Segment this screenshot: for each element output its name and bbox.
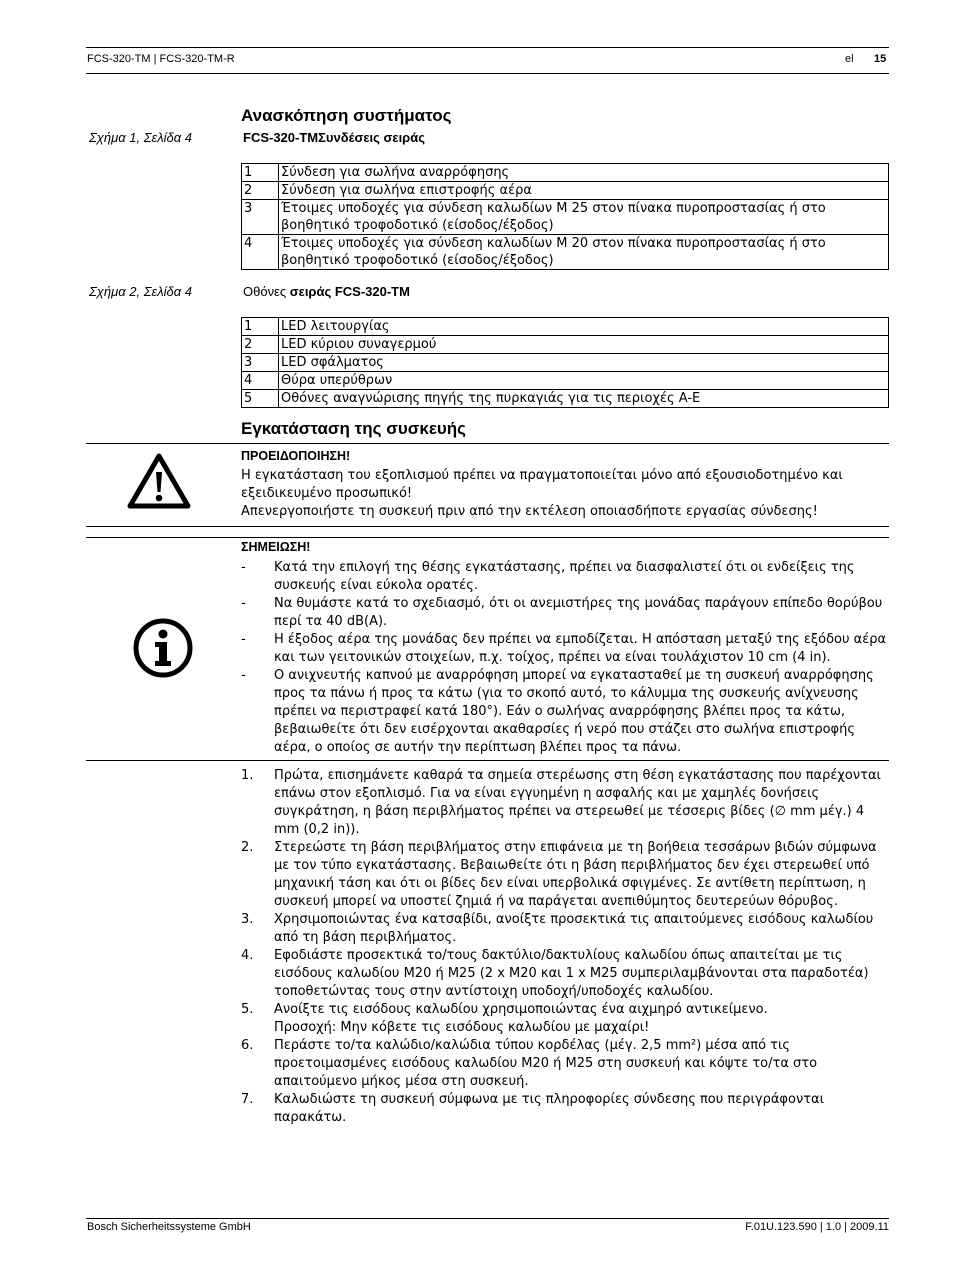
step-text: Ανοίξτε τις εισόδους καλωδίου χρησιμοποιώντας ένα αιχμηρό αντικείμενο. — [274, 1002, 768, 1017]
row-number: 2 — [242, 336, 279, 354]
row-number: 2 — [242, 182, 279, 200]
row-description: LED κύριου συναγερμού — [279, 336, 889, 354]
note-item-text: Ο ανιχνευτής καπνού με αναρρόφηση μπορεί να εγκατασταθεί με τη συσκευή αναρρόφησης προς τα πάνω ή προς τα κάτω (για το σκοπό αυτό, το κάλυμμα της συσκευής ανίχνευσης πρέπει να περιστραφεί κατά 180°). Εάν ο σωλήνας αναρρόφησης βλέπει προς τα κάτω, βεβαιωθείτε ότι δεν εισέρχονται ακαθαρσίες ή νερό που στάζει στο σωλήνα επιστροφής αέρα, ο οποίος σε αυτήν την περίπτωση βλέπει προς τα πάνω. — [274, 668, 874, 755]
note-list-item — [241, 595, 889, 631]
row-description: LED λειτουργίας — [279, 318, 889, 336]
table-row — [242, 200, 889, 235]
step-number: 6. — [241, 1038, 254, 1053]
step-item — [241, 767, 889, 839]
note-list-container — [241, 559, 889, 757]
header-rule-bottom — [86, 73, 889, 74]
note-item-text: Η έξοδος αέρα της μονάδας δεν πρέπει να εμποδίζεται. Η απόσταση μεταξύ της εξόδου αέρα και των γειτονικών στοιχείων, π.χ. τοίχος, πρέπει να είναι τουλάχιστον 10 cm (4 in). — [274, 632, 887, 665]
step-number: 4. — [241, 948, 254, 963]
row-description: Σύνδεση για σωλήνα επιστροφής αέρα — [279, 182, 889, 200]
step-number: 5. — [241, 1002, 254, 1017]
row-number: 4 — [242, 372, 279, 390]
row-number: 3 — [242, 200, 279, 235]
table-row — [242, 336, 889, 354]
section-title-overview: Ανασκόπηση συστήματος — [241, 106, 452, 125]
warning-rule-bottom — [86, 526, 889, 527]
section-title-installation: Εγκατάσταση της συσκευής — [241, 419, 467, 438]
header-page-number: 15 — [874, 53, 887, 65]
displays-table — [241, 317, 889, 408]
table-row — [242, 164, 889, 182]
note-label: ΣΗΜΕΙΩΣΗ! — [241, 540, 311, 554]
row-description: Έτοιμες υποδοχές για σύνδεση καλωδίων M 25 στον πίνακα πυροπροστασίας ή στο βοηθητικό τροφοδοτικό (είσοδος/έξοδος) — [279, 200, 889, 235]
step-text: Περάστε το/τα καλώδιο/καλώδια τύπου κορδέλας (μέγ. 2,5 mm²) μέσα από τις προετοιμασμένες εισόδους καλωδίου M20 ή M25 στη συσκευή και κόψτε το/τα στο απαιτούμενο μήκος μέσα στη συσκευή. — [274, 1038, 818, 1089]
row-number: 5 — [242, 390, 279, 408]
header-language: el — [845, 53, 854, 65]
row-description: Θύρα υπερύθρων — [279, 372, 889, 390]
step-item — [241, 911, 889, 947]
footer-rule — [86, 1218, 889, 1219]
warning-line-2: Απενεργοποιήστε τη συσκευή πριν από την εκτέλεση οποιασδήποτε εργασίας σύνδεσης! — [241, 504, 818, 519]
step-item — [241, 1037, 889, 1091]
dash-bullet: - — [241, 596, 246, 611]
step-item — [241, 839, 889, 911]
dash-bullet: - — [241, 632, 246, 647]
table-row — [242, 182, 889, 200]
figure-2-caption-bold: σειράς FCS-320-TM — [289, 284, 410, 299]
step-number: 1. — [241, 768, 254, 783]
step-caution-text: Προσοχή: Μην κόβετε τις εισόδους καλωδίου με μαχαίρι! — [274, 1020, 650, 1035]
row-number: 1 — [242, 318, 279, 336]
step-text: Στερεώστε τη βάση περιβλήματος στην επιφάνεια με τη βοήθεια τεσσάρων βιδών σύμφωνα με τον τύπο εγκατάστασης. Βεβαιωθείτε ότι η βάση περιβλήματος δεν έχει στερεωθεί υπό μηχανική τάση και ότι οι βίδες δεν είναι υπερβολικά σφιγμένες. Σε αντίθετη περίπτωση, η συσκευή μπορεί να υποστεί ζημιά ή να παράγεται ανεπιθύμητος δευτερεύων θόρυβος. — [274, 840, 877, 909]
figure-2-caption-prefix: Οθόνες — [243, 284, 290, 299]
step-text: Χρησιμοποιώντας ένα κατσαβίδι, ανοίξτε προσεκτικά τις απαιτούμενες εισόδους καλωδίου από τη βάση περιβλήματος. — [274, 912, 874, 945]
figure-2-caption — [243, 284, 410, 299]
step-text: Πρώτα, επισημάνετε καθαρά τα σημεία στερέωσης στη θέση εγκατάστασης που παρέχονται επάνω στον εξοπλισμό. Για να είναι εγγυημένη η ασφαλής και με χαμηλές δονήσεις συγκράτηση, η βάση περιβλήματος πρέπει να στερεωθεί με τέσσερις βίδες (∅ mm μέγ.) 4 mm (0,2 in)). — [274, 768, 881, 837]
note-rule-bottom — [86, 760, 889, 761]
warning-label: ΠΡΟΕΙΔΟΠΟΙΗΣΗ! — [241, 449, 351, 463]
row-number: 4 — [242, 235, 279, 270]
step-number: 2. — [241, 840, 254, 855]
note-list — [241, 559, 889, 757]
header-rule-top — [86, 47, 889, 48]
row-description: Οθόνες αναγνώρισης πηγής της πυρκαγιάς για τις περιοχές A-E — [279, 390, 889, 408]
step-text: Καλωδιώστε τη συσκευή σύμφωνα με τις πληροφορίες σύνδεσης που περιγράφονται παρακάτω. — [274, 1092, 825, 1125]
dash-bullet: - — [241, 560, 246, 575]
row-number: 1 — [242, 164, 279, 182]
warning-text — [241, 467, 889, 521]
table-row — [242, 235, 889, 270]
row-description: Σύνδεση για σωλήνα αναρρόφησης — [279, 164, 889, 182]
warning-rule-top — [86, 443, 889, 444]
note-rule-top — [86, 537, 889, 538]
note-item-text: Κατά την επιλογή της θέσης εγκατάστασης, πρέπει να διασφαλιστεί ότι οι ενδείξεις της συσκευής είναι εύκολα ορατές. — [274, 560, 855, 593]
figure-2-reference: Σχήμα 2, Σελίδα 4 — [89, 284, 192, 299]
step-text: Εφοδιάστε προσεκτικά το/τους δακτύλιο/δακτυλίους καλωδίου όπως απαιτείται με τις εισόδους καλωδίου M20 ή M25 (2 x M20 και 1 x M25 συμπεριλαμβάνονται στα παραδοτέα) τοποθετώντας τους στην αντίστοιχη υποδοχή/υποδοχές καλωδίου. — [274, 948, 869, 999]
installation-steps-container — [241, 767, 889, 1127]
note-item-text: Να θυμάστε κατά το σχεδιασμό, ότι οι ανεμιστήρες της μονάδας παράγουν επίπεδο θορύβου περί τα 40 dB(A). — [274, 596, 883, 629]
figure-1-caption: FCS-320-TMΣυνδέσεις σειράς — [243, 130, 425, 145]
table-row — [242, 354, 889, 372]
note-list-item — [241, 631, 889, 667]
installation-steps — [241, 767, 889, 1127]
footer-company: Bosch Sicherheitssysteme GmbH — [87, 1221, 251, 1233]
table-row — [242, 390, 889, 408]
step-item — [241, 947, 889, 1001]
table-row — [242, 372, 889, 390]
info-icon — [132, 617, 194, 679]
note-list-item — [241, 559, 889, 595]
dash-bullet: - — [241, 668, 246, 683]
connections-table — [241, 163, 889, 270]
row-number: 3 — [242, 354, 279, 372]
footer-doc-info: F.01U.123.590 | 1.0 | 2009.11 — [745, 1221, 889, 1233]
figure-1-reference: Σχήμα 1, Σελίδα 4 — [89, 130, 192, 145]
step-item — [241, 1001, 889, 1037]
step-number: 7. — [241, 1092, 254, 1107]
table-row — [242, 318, 889, 336]
warning-line-1: Η εγκατάσταση του εξοπλισμού πρέπει να πραγματοποιείται μόνο από εξουσιοδοτημένο και εξειδικευμένο προσωπικό! — [241, 468, 843, 501]
row-description: LED σφάλματος — [279, 354, 889, 372]
row-description: Έτοιμες υποδοχές για σύνδεση καλωδίων M 20 στον πίνακα πυροπροστασίας ή στο βοηθητικό τροφοδοτικό (είσοδος/έξοδος) — [279, 235, 889, 270]
note-list-item — [241, 667, 889, 757]
step-item — [241, 1091, 889, 1127]
warning-triangle-icon — [126, 452, 192, 510]
header-doc-title: FCS-320-TM | FCS-320-TM-R — [87, 53, 235, 65]
step-number: 3. — [241, 912, 254, 927]
